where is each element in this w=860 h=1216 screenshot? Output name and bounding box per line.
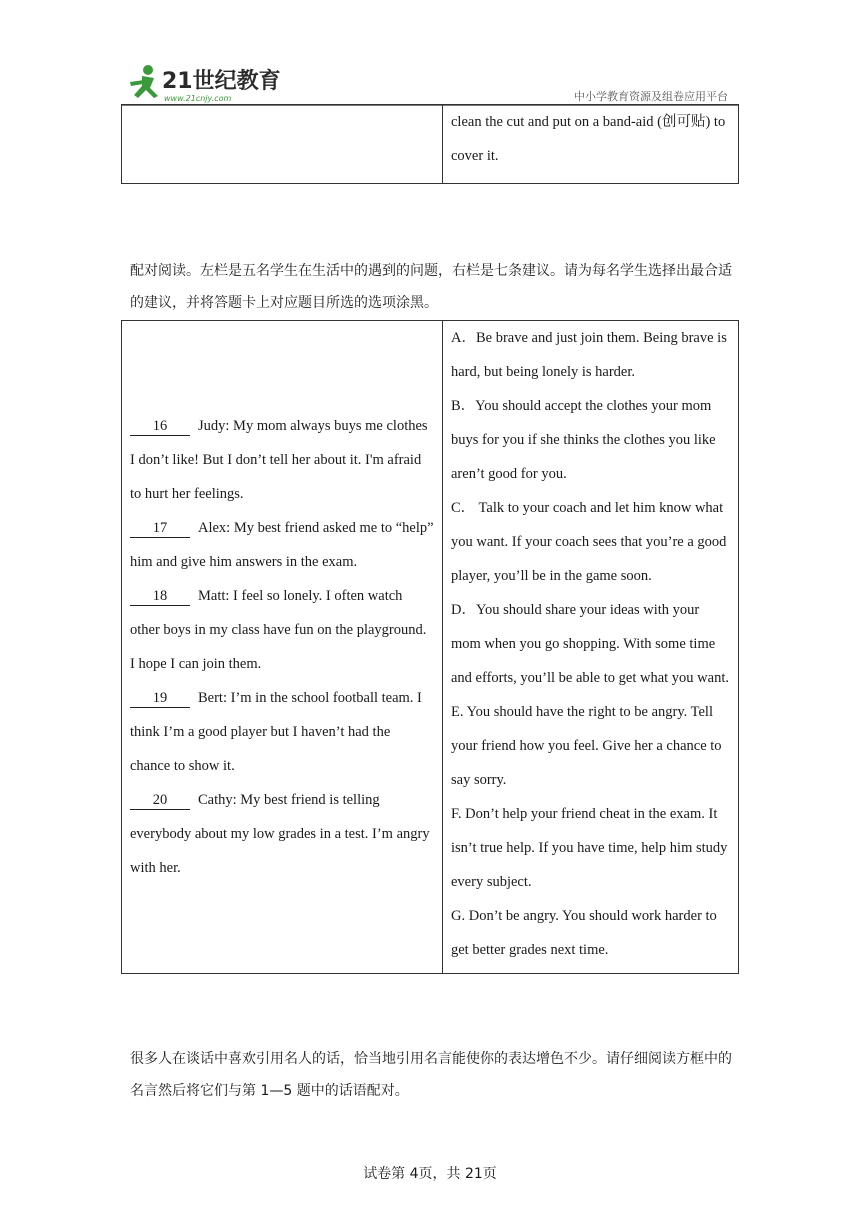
answer-blank[interactable]: 19 bbox=[130, 689, 190, 708]
problem-text: Alex: My best friend asked me to “help” him and give him answers in the exam. bbox=[130, 520, 434, 570]
problem-item bbox=[130, 783, 434, 885]
options-cell bbox=[443, 321, 739, 974]
header-platform-text: 中小学教育资源及组卷应用平台 bbox=[574, 90, 728, 103]
page-header bbox=[122, 60, 738, 106]
table-continued bbox=[121, 104, 739, 184]
table1-left-cell bbox=[122, 105, 443, 184]
logo-text: 21世纪教育 bbox=[162, 69, 281, 94]
problem-text: Matt: I feel so lonely. I often watch other boys in my class have fun on the playground. I hope I can join them. bbox=[130, 588, 427, 672]
problem-text: Judy: My mom always buys me clothes I don’t like! But I don’t tell her about it. I'm afraid to hurt her feelings. bbox=[130, 418, 428, 502]
logo-url: www.21cnjy.com bbox=[164, 94, 232, 103]
section1-instruction: 配对阅读。左栏是五名学生在生活中的遇到的问题，右栏是七条建议。请为每名学生选择出最合适的建议，并将答题卡上对应题目所选的选项涂黑。 bbox=[130, 263, 732, 311]
option-c: C． Talk to your coach and let him know what you want. If your coach sees that you’re a good player, you’ll be in the game soon. bbox=[451, 500, 727, 584]
problem-item bbox=[130, 409, 434, 511]
option-g: G. Don’t be angry. You should work harder to get better grades next time. bbox=[451, 908, 717, 958]
answer-blank[interactable]: 18 bbox=[130, 587, 190, 606]
option-d: D．You should share your ideas with your mom when you go shopping. With some time and efforts, you’ll be able to get what you want. bbox=[451, 602, 729, 686]
problems-cell bbox=[122, 321, 443, 974]
matching-table bbox=[121, 320, 739, 974]
section2-instruction: 很多人在谈话中喜欢引用名人的话，恰当地引用名言能使你的表达增色不少。请仔细阅读方框中的名言然后将它们与第 1—5 题中的话语配对。 bbox=[130, 1051, 732, 1099]
page-footer: 试卷第 4页，共 21页 bbox=[363, 1166, 497, 1182]
problem-item bbox=[130, 579, 434, 681]
problem-text: Cathy: My best friend is telling everybody about my low grades in a test. I’m angry with her. bbox=[130, 792, 430, 876]
problem-item bbox=[130, 511, 434, 579]
answer-blank[interactable]: 16 bbox=[130, 417, 190, 436]
option-b: B．You should accept the clothes your mom buys for you if she thinks the clothes you like aren’t good for you. bbox=[451, 398, 716, 482]
option-e: E. You should have the right to be angry. Tell your friend how you feel. Give her a chance to say sorry. bbox=[451, 704, 722, 788]
answer-blank[interactable]: 20 bbox=[130, 791, 190, 810]
table1-right-cell: clean the cut and put on a band-aid (创可贴) to cover it. bbox=[443, 105, 739, 184]
option-a: A．Be brave and just join them. Being brave is hard, but being lonely is harder. bbox=[451, 330, 727, 380]
logo-21cnjy bbox=[128, 62, 288, 106]
problem-text: Bert: I’m in the school football team. I think I’m a good player but I haven’t had the chance to show it. bbox=[130, 690, 422, 774]
problem-item bbox=[130, 681, 434, 783]
option-f: F. Don’t help your friend cheat in the exam. It isn’t true help. If you have time, help him study every subject. bbox=[451, 806, 728, 890]
answer-blank[interactable]: 17 bbox=[130, 519, 190, 538]
